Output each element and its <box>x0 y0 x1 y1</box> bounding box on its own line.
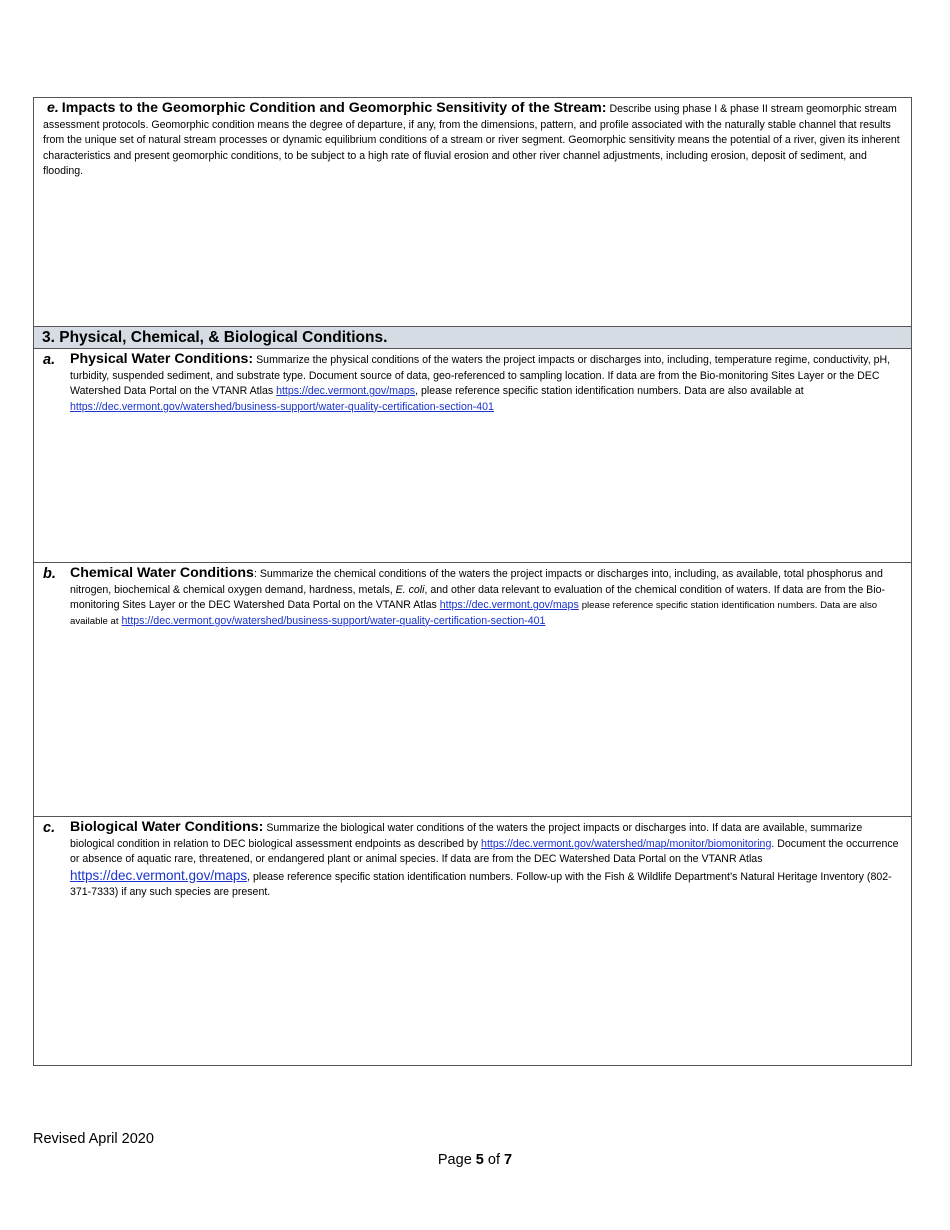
section-a-title: Physical Water Conditions: <box>70 351 254 367</box>
section-b-body2: , and other data relevant to evaluation of the chemical condition of waters. If data are from the Bio-monitoring Sites Layer or the DEC Watershed Data Portal on the VTANR Atlas <box>70 583 886 612</box>
page-prefix: Page <box>437 1152 472 1168</box>
page-total: 7 <box>504 1152 513 1168</box>
section-b-colon: : <box>253 568 257 580</box>
section-a-body1: Summarize the physical conditions of the waters the project impacts or discharges into, including, temperature regime, conductivity, pH, turbidity, suspended sediment, and substrate type. Document source of data, geo-referenced to sampling location. If data are from the Bio-monitoring Sites Layer or the DEC Watershed Data Portal on the VTANR Atlas <box>70 354 891 398</box>
section-a-body2: , please reference specific station identification numbers. Data are also available at <box>415 385 804 398</box>
ecoli-text: E. coli <box>395 583 425 596</box>
section-e-title: Impacts to the Geomorphic Condition and Geomorphic Sensitivity of the Stream: <box>61 100 607 116</box>
section-b[interactable] <box>34 563 911 817</box>
section-b-text <box>70 566 905 629</box>
section-b-body1: Summarize the chemical conditions of the waters the project impacts or discharges into, including, as available, total phosphorus and nitrogen, biochemical & chemical oxygen demand, hardness, metals, <box>70 568 883 596</box>
section-b-body3: please reference specific station identification numbers. Data are also available at <box>70 600 878 627</box>
section-a-letter: a. <box>43 352 56 368</box>
atlas-maps-link[interactable]: https://dec.vermont.gov/maps <box>70 867 248 883</box>
section-e-body: Describe using phase I & phase II stream geomorphic stream assessment protocols. Geomorphic condition means the degree of departure, if any, from the dimensions, pattern, and profile associated with the naturally stable channel that results from the unique set of natural stream processes or dynamic equilibrium conditions of a stream or river segment. Geomorphic sensitivity means the potential of a river, given its inherent characteristics and present geomorphic conditions, to be subject to a high rate of fluvial erosion and other river channel adjustments, including erosion, deposit of sediment, and flooding. <box>43 103 900 178</box>
section-c-title: Biological Water Conditions: <box>70 819 264 835</box>
section-c[interactable] <box>34 817 911 1065</box>
section-c-body2: . Document the occurrence or absence of aquatic rare, threatened, or endangered plant or animal species. If data are from the DEC Watershed Data Portal on the VTANR Atlas <box>70 837 899 866</box>
form-frame <box>33 97 912 1066</box>
page-current: 5 <box>475 1152 484 1168</box>
section-e[interactable] <box>34 98 911 327</box>
section-a[interactable] <box>34 349 911 563</box>
revised-date: Revised April 2020 <box>33 1131 154 1147</box>
section-c-text <box>70 820 905 901</box>
section-e-text <box>43 101 903 180</box>
section-c-body1: Summarize the biological water conditions of the waters the project impacts or discharges into. If data are available, summarize biological condition in relation to DEC biological assessment endpoints as described by <box>70 822 863 850</box>
wq-certification-link[interactable]: https://dec.vermont.gov/watershed/business-support/water-quality-certification-section-401 <box>121 614 546 627</box>
section-b-letter: b. <box>43 566 56 582</box>
page-of: of <box>487 1152 500 1168</box>
section-3-heading: 3. Physical, Chemical, & Biological Conditions. <box>34 327 911 349</box>
section-a-text <box>70 352 905 415</box>
page-number <box>0 1152 950 1168</box>
section-c-letter: c. <box>43 820 56 836</box>
section-b-title: Chemical Water Conditions <box>70 565 254 581</box>
section-c-body3: , please reference specific station identification numbers. Follow-up with the Fish & Wildlife Department’s Natural Heritage Inventory (802-371-7333) if any such species are present. <box>70 870 892 899</box>
atlas-maps-link[interactable]: https://dec.vermont.gov/maps <box>276 385 416 398</box>
biomonitoring-link[interactable]: https://dec.vermont.gov/watershed/map/monitor/biomonitoring <box>481 837 772 850</box>
wq-certification-link[interactable]: https://dec.vermont.gov/watershed/business-support/water-quality-certification-section-401 <box>70 400 494 413</box>
atlas-maps-link[interactable]: https://dec.vermont.gov/maps <box>439 599 579 612</box>
section-e-letter: e. <box>47 100 59 116</box>
